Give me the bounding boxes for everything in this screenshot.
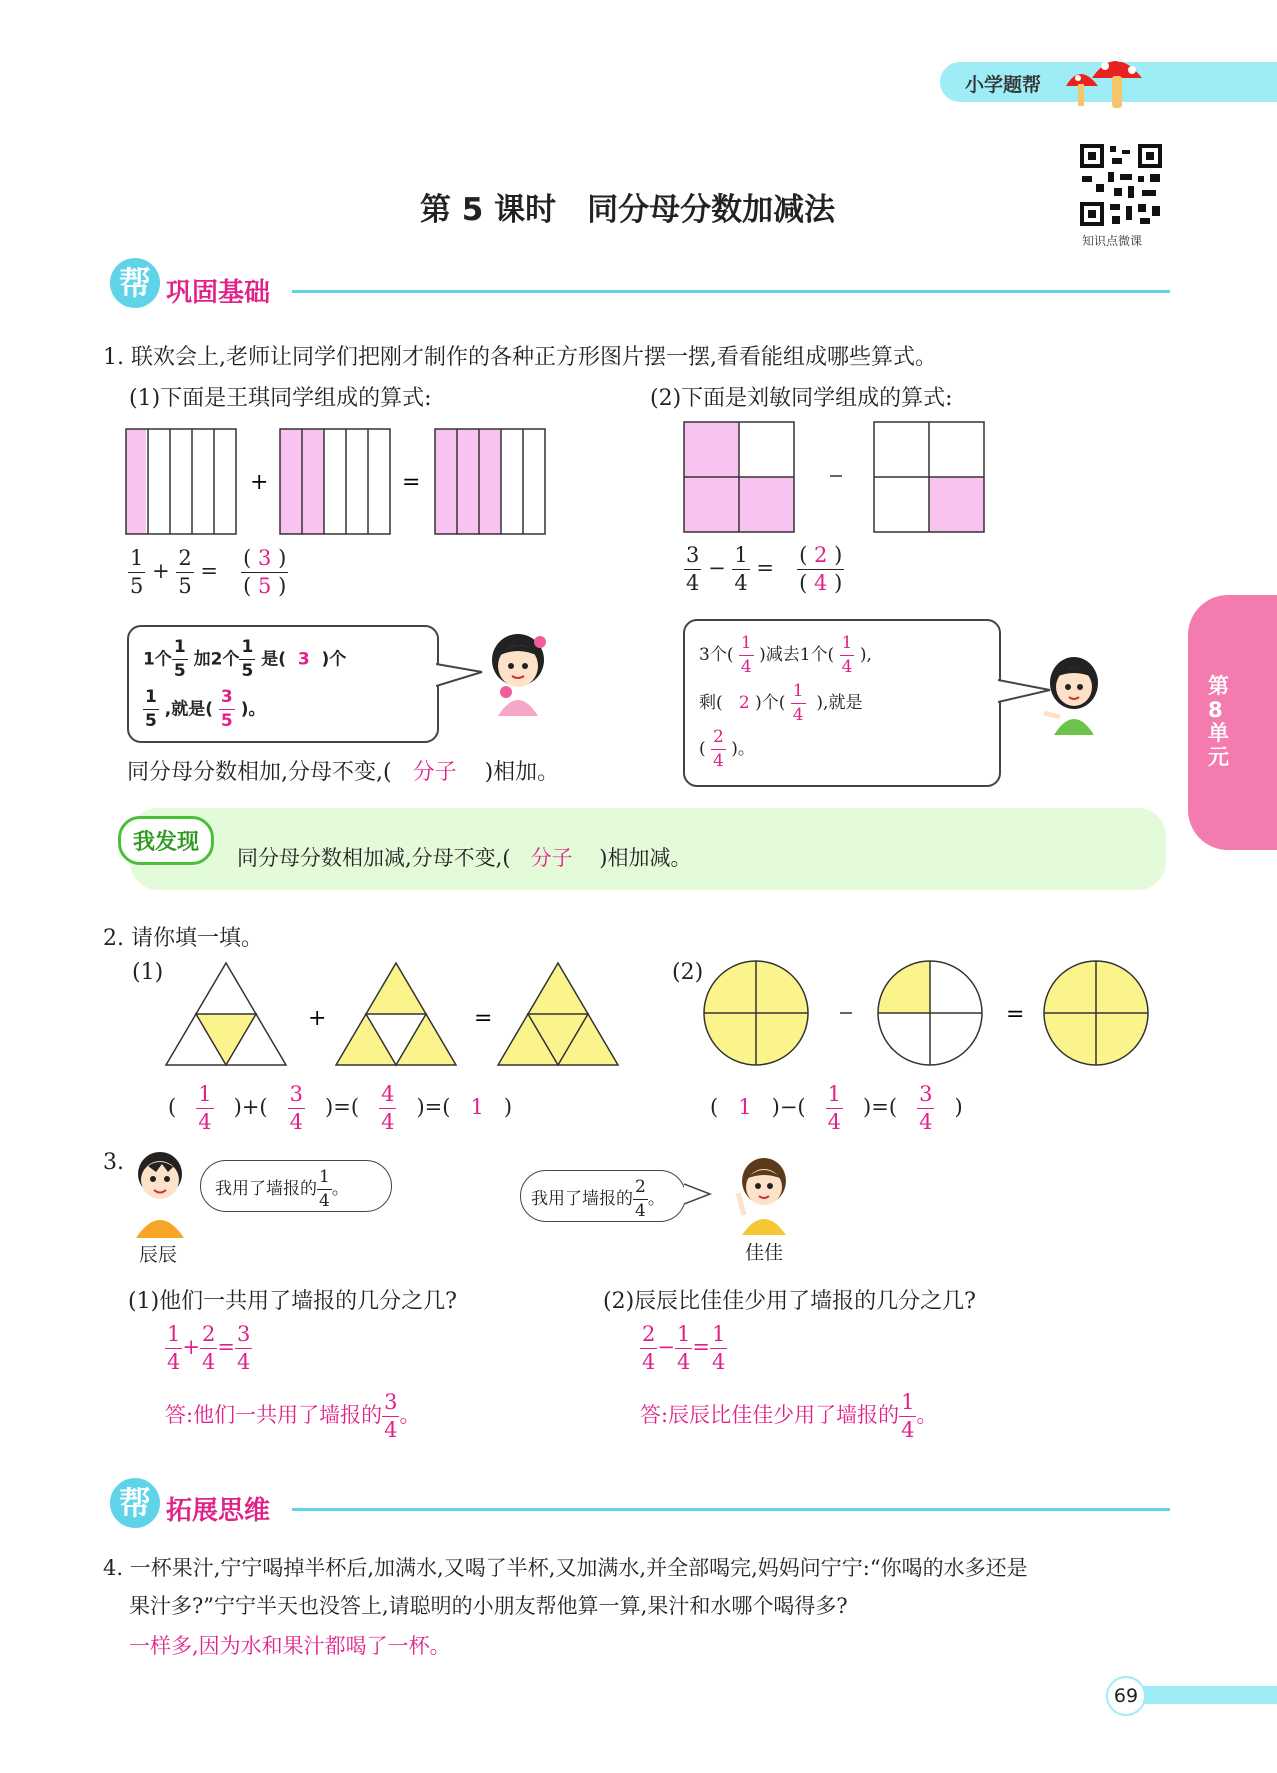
- girl-speech-tail: [684, 1182, 714, 1206]
- unit-side-tab: [1188, 595, 1277, 850]
- boy-speech-bubble: 我用了墙报的 $\frac{1}{4}$ 。: [200, 1160, 392, 1212]
- discover-label: 我发现: [118, 816, 214, 865]
- q2-part1-label: (1): [132, 960, 164, 985]
- q1-eq2: $\frac{3}{4}$ − $\frac{1}{4}$ = $\frac{( 2 )}{( 4 )}$: [686, 543, 843, 595]
- brand-label: 小学题帮: [965, 74, 1042, 96]
- svg-text:=: =: [474, 1006, 493, 1031]
- q2-stem: 2. 请你填一填。: [103, 926, 263, 951]
- q3-answer1[interactable]: 答:他们一共用了墙报的 $\frac{3}{4}$ 。: [165, 1390, 421, 1442]
- quarters-square-b: [874, 422, 984, 532]
- bubble1-answer-fraction[interactable]: $\frac{3}{5}$: [220, 687, 233, 731]
- q1-eq2-answer-num[interactable]: 2: [814, 543, 828, 567]
- q1-sub2: (2)下面是刘敏同学组成的算式:: [650, 386, 953, 411]
- q2-row2-answer-b[interactable]: $\frac{1}{4}$: [827, 1082, 842, 1134]
- q2-part2-label: (2): [672, 960, 704, 985]
- section-extend-icon: 帮: [110, 1478, 162, 1528]
- q2-row1: ( $\frac{1}{4}$ )+( $\frac{3}{4}$ )=( $\frac{4}{4}$ )=( 1 ): [168, 1082, 513, 1134]
- bubble1-answer-count[interactable]: 3: [297, 649, 310, 670]
- qr-caption: 知识点微课: [1082, 234, 1143, 248]
- triangle-sum: [498, 963, 618, 1065]
- quarters-square-a: [684, 422, 794, 532]
- q1-sub1: (1)下面是王琪同学组成的算式:: [129, 386, 432, 411]
- q2-row1-answer-a[interactable]: $\frac{1}{4}$: [198, 1082, 212, 1134]
- circle-a: [704, 961, 808, 1065]
- q3-sub2: (2)辰辰比佳佳少用了墙报的几分之几?: [603, 1289, 976, 1314]
- q1-eq1-answer-den[interactable]: 5: [258, 574, 272, 598]
- svg-text:+: +: [308, 1006, 327, 1031]
- q2-circles-figure: [700, 955, 1160, 1070]
- q1-eq1-answer-num[interactable]: 3: [258, 546, 272, 570]
- triangle-b: [336, 963, 456, 1065]
- discover-answer[interactable]: 分子: [530, 846, 573, 870]
- q1-rule-1-answer[interactable]: 分子: [412, 760, 457, 785]
- qr-code-icon[interactable]: [1078, 142, 1164, 228]
- q1-rule-1: 同分母分数相加,分母不变,( 分子 )相加。: [127, 760, 560, 785]
- section-basic-rule: [292, 290, 1170, 293]
- svg-text:=: =: [402, 470, 421, 495]
- unit-side-tab-label: 第8单元: [1208, 674, 1229, 769]
- circle-sum: [1044, 961, 1148, 1065]
- section-basic-title: 巩固基础: [166, 278, 271, 308]
- q1-eq2-answer-den[interactable]: 4: [814, 571, 828, 595]
- girl-avatar-2: [1040, 655, 1106, 735]
- q1-speech-bubble-1: 1个 $\frac{1}{5}$ 加2个 $\frac{1}{5}$ 是( 3 )个 $\frac{1}{5}$ ,就是( $\frac{3}{5}$ )。: [127, 625, 439, 743]
- girl-speech-bubble: 我用了墙报的 $\frac{2}{4}$ 。: [520, 1170, 686, 1222]
- q3-number: 3.: [103, 1150, 124, 1175]
- fifths-bar-sum: [435, 429, 545, 534]
- q3-calc1: $\frac{1}{4}$ + $\frac{2}{4}$ = $\frac{3}{4}$: [167, 1322, 251, 1374]
- q4-answer[interactable]: 一样多,因为水和果汁都喝了一杯。: [129, 1634, 451, 1658]
- bubble2-answer-count[interactable]: 2: [738, 693, 750, 713]
- q2-row1-answer-c[interactable]: $\frac{4}{4}$: [381, 1082, 395, 1134]
- q2-row2-answer-a[interactable]: 1: [738, 1095, 752, 1119]
- boy-avatar: [128, 1148, 192, 1238]
- q3-answer2[interactable]: 答:辰辰比佳佳少用了墙报的 $\frac{1}{4}$ 。: [640, 1390, 938, 1442]
- section-extend-rule: [292, 1508, 1170, 1511]
- girl-name: 佳佳: [745, 1242, 784, 1264]
- fifths-bar-a: [126, 429, 236, 534]
- q2-row1-answer-b[interactable]: $\frac{3}{4}$: [289, 1082, 304, 1134]
- bubble2-answer-fraction[interactable]: $\frac{2}{4}$: [713, 727, 724, 771]
- q4-line1: 4. 一杯果汁,宁宁喝掉半杯后,加满水,又喝了半杯,又加满水,并全部喝完,妈妈问宁宁:“你喝的水多还是: [103, 1556, 1028, 1580]
- q2-triangles-figure: [160, 955, 630, 1070]
- q1-eq1: $\frac{1}{5}$ + $\frac{2}{5}$ = $\frac{( 3 )}{( 5 )}$: [130, 546, 287, 598]
- section-basic-icon: 帮: [110, 258, 162, 308]
- girl-avatar-3: [730, 1155, 794, 1235]
- section-extend-title: 拓展思维: [166, 1496, 271, 1526]
- mushroom-icon: [1060, 44, 1150, 114]
- q3-sub1: (1)他们一共用了墙报的几分之几?: [128, 1289, 457, 1314]
- circle-b: [878, 961, 982, 1065]
- q4-line2: 果汁多?”宁宁半天也没答上,请聪明的小朋友帮他算一算,果汁和水哪个喝得多?: [129, 1594, 848, 1618]
- girl-avatar-1: [484, 628, 554, 718]
- q2-row1-answer-d[interactable]: 1: [470, 1095, 484, 1119]
- q1-stem: 1. 联欢会上,老师让同学们把刚才制作的各种正方形图片摆一摆,看看能组成哪些算式。: [103, 345, 937, 370]
- bubble1-tail: [436, 660, 486, 690]
- q2-row2: ( 1 )−( $\frac{1}{4}$ )=( $\frac{3}{4}$ ): [710, 1082, 963, 1134]
- svg-text:+: +: [250, 470, 269, 495]
- fifths-bar-b: [280, 429, 390, 534]
- page-number: 69: [1106, 1676, 1146, 1716]
- discover-rule: 同分母分数相加减,分母不变,( 分子 )相加减。: [237, 846, 692, 870]
- triangle-a: [166, 963, 286, 1065]
- page-title: 第 5 课时 同分母分数加减法: [420, 192, 836, 228]
- q3-calc2: $\frac{2}{4}$ − $\frac{1}{4}$ = $\frac{1}{4}$: [642, 1322, 726, 1374]
- boy-name: 辰辰: [139, 1244, 178, 1266]
- q2-row2-answer-c[interactable]: $\frac{3}{4}$: [919, 1082, 933, 1134]
- q1-speech-bubble-2: 3个( $\frac{1}{4}$ )减去1个( $\frac{1}{4}$ ), 剩( 2 )个( $\frac{1}{4}$ ),就是 ( $\frac{2}{4}$ )。: [683, 619, 1001, 787]
- svg-text:=: =: [1006, 1002, 1025, 1027]
- q1-fifths-figure: [120, 425, 560, 540]
- q1-quarters-figure: [680, 418, 1000, 536]
